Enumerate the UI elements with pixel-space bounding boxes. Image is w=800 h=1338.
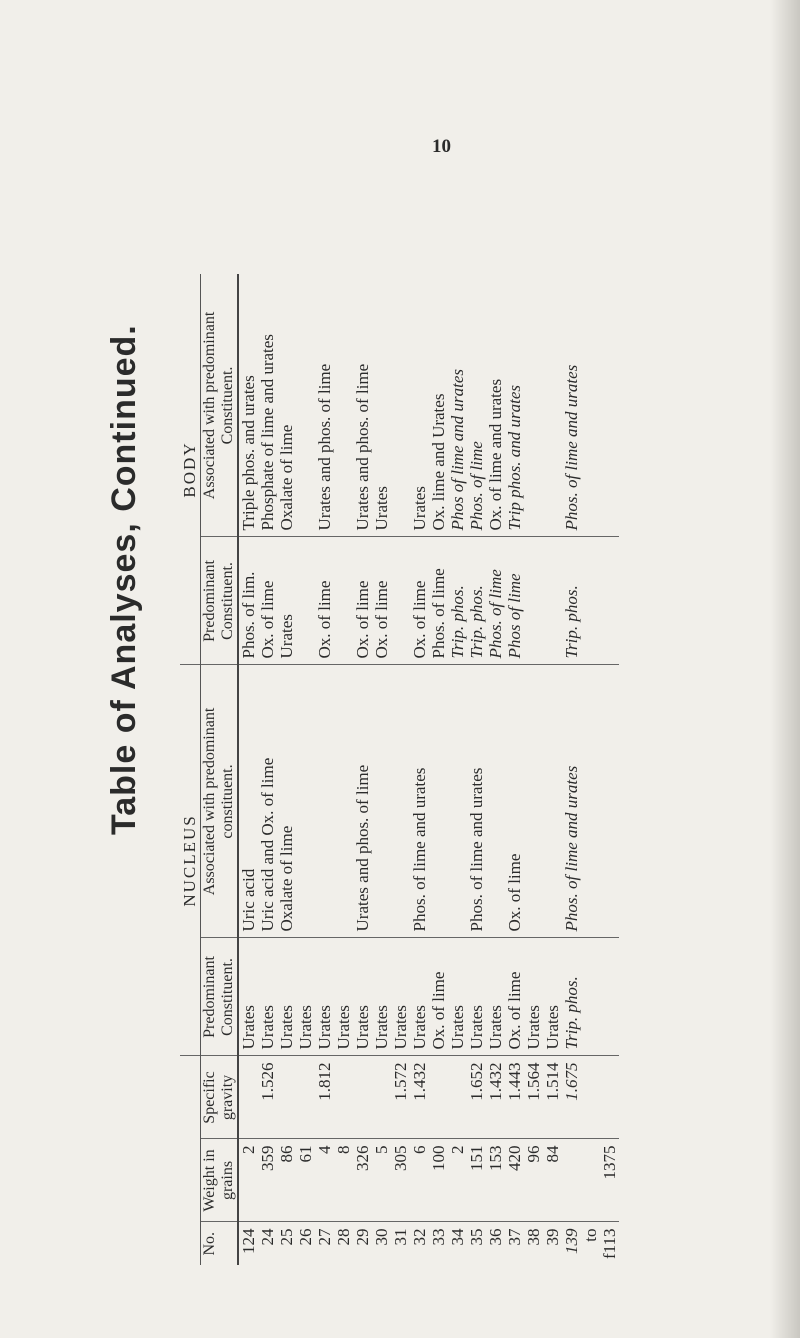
row-gravity (334, 1056, 353, 1139)
row-number: 33 (429, 1228, 448, 1246)
header-sub-row (201, 274, 239, 1265)
table-row (296, 274, 315, 1265)
row-body-associated (296, 274, 315, 537)
row-body-predominant: Ox. of lime (258, 537, 277, 665)
nucleus-header: NUCLEUS (180, 665, 201, 1056)
row-gravity: 1.514 (543, 1056, 562, 1139)
row-nucleus-associated: Ox. of lime (505, 665, 524, 938)
row-gravity: 1.432 (410, 1056, 429, 1139)
table-row (258, 274, 277, 1265)
row-nucleus-predominant (600, 938, 619, 1056)
row-weight: 61 (296, 1139, 315, 1222)
row-nucleus-predominant: Urates (258, 938, 277, 1056)
row-weight: 359 (258, 1139, 277, 1222)
row-gravity (296, 1056, 315, 1139)
row-weight: 96 (524, 1139, 543, 1222)
analysis-table (180, 274, 619, 1265)
row-weight: 153 (486, 1139, 505, 1222)
table-row (238, 274, 258, 1265)
row-nucleus-associated (486, 665, 505, 938)
row-gravity: 1.564 (524, 1056, 543, 1139)
row-weight: 1375 (600, 1139, 619, 1222)
row-weight: 420 (505, 1139, 524, 1222)
row-gravity: 1.572 (391, 1056, 410, 1139)
row-gravity (353, 1056, 372, 1139)
row-number: f113 (600, 1228, 619, 1259)
row-gravity (372, 1056, 391, 1139)
row-number: 39 (543, 1228, 562, 1246)
row-nucleus-predominant: Urates (372, 938, 391, 1056)
row-gravity (448, 1056, 467, 1139)
row-gravity (277, 1056, 296, 1139)
row-body-predominant: Ox. of lime (372, 537, 391, 665)
nucleus-associated-header: Associated with predominant constituent. (201, 665, 239, 938)
row-body-associated (524, 274, 543, 537)
row-body-associated (581, 274, 600, 537)
row-number: 28 (334, 1228, 353, 1246)
row-nucleus-predominant (581, 938, 600, 1056)
row-nucleus-associated (372, 665, 391, 938)
row-number: 27 (315, 1228, 334, 1246)
row-nucleus-predominant: Urates (467, 938, 486, 1056)
table-row (429, 274, 448, 1265)
row-number: to (581, 1228, 600, 1242)
row-body-associated: Trip phos. and urates (505, 274, 524, 537)
row-body-associated: Phos. of lime and urates (562, 274, 581, 537)
row-gravity (429, 1056, 448, 1139)
row-nucleus-predominant: Urates (353, 938, 372, 1056)
row-body-associated: Phos. of lime (467, 274, 486, 537)
row-body-predominant (334, 537, 353, 665)
row-weight: 84 (543, 1139, 562, 1222)
row-number: 35 (467, 1228, 486, 1246)
row-nucleus-associated (334, 665, 353, 938)
row-gravity: 1.432 (486, 1056, 505, 1139)
row-body-predominant (296, 537, 315, 665)
row-body-associated: Phosphate of lime and urates (258, 274, 277, 537)
row-weight: 151 (467, 1139, 486, 1222)
row-number: 25 (277, 1228, 296, 1246)
row-body-associated (391, 274, 410, 537)
row-body-associated: Urates (410, 274, 429, 537)
row-nucleus-associated: Uric acid (238, 665, 258, 938)
row-body-associated (543, 274, 562, 537)
row-weight (581, 1139, 600, 1222)
row-nucleus-associated: Oxalate of lime (277, 665, 296, 938)
row-gravity: 1.652 (467, 1056, 486, 1139)
table-row (353, 274, 372, 1265)
row-body-predominant: Trip. phos. (448, 537, 467, 665)
row-nucleus-associated (600, 665, 619, 938)
page-edge (770, 0, 800, 1338)
row-nucleus-associated (429, 665, 448, 938)
row-nucleus-associated (391, 665, 410, 938)
row-body-associated: Phos of lime and urates (448, 274, 467, 537)
row-weight: 326 (353, 1139, 372, 1222)
row-gravity (581, 1056, 600, 1139)
row-number: 29 (353, 1228, 372, 1246)
row-weight: 6 (410, 1139, 429, 1222)
row-number: 24 (258, 1228, 277, 1246)
table-row (372, 274, 391, 1265)
row-nucleus-predominant: Ox. of lime (429, 938, 448, 1056)
row-body-associated: Ox. lime and Urates (429, 274, 448, 537)
body-header: BODY (180, 274, 201, 665)
row-nucleus-predominant: Urates (296, 938, 315, 1056)
row-body-associated (600, 274, 619, 537)
body-predominant-header: Predominant Constituent. (201, 537, 239, 665)
table-row (524, 274, 543, 1265)
table-row (581, 274, 600, 1265)
row-gravity: 1.812 (315, 1056, 334, 1139)
row-weight: 100 (429, 1139, 448, 1222)
row-weight (562, 1139, 581, 1222)
row-weight: 8 (334, 1139, 353, 1222)
table-row (410, 274, 429, 1265)
row-nucleus-predominant: Urates (486, 938, 505, 1056)
row-nucleus-associated (524, 665, 543, 938)
table-row (505, 274, 524, 1265)
row-body-predominant: Phos of lime (505, 537, 524, 665)
weight-header: Weight in grains (201, 1139, 239, 1222)
row-weight: 86 (277, 1139, 296, 1222)
row-body-predominant: Phos. of lime (486, 537, 505, 665)
rotated-page-content (105, 65, 725, 1265)
analysis-rows (238, 274, 619, 1265)
row-body-predominant: Ox. of lime (315, 537, 334, 665)
row-nucleus-associated: Phos. of lime and urates (562, 665, 581, 938)
row-nucleus-associated: Uric acid and Ox. of lime (258, 665, 277, 938)
row-nucleus-associated: Phos. of lime and urates (467, 665, 486, 938)
row-body-predominant: Trip. phos. (562, 537, 581, 665)
row-number: 26 (296, 1228, 315, 1246)
table-row (562, 274, 581, 1265)
row-nucleus-associated (543, 665, 562, 938)
row-number: 30 (372, 1228, 391, 1246)
table-row (277, 274, 296, 1265)
row-body-predominant (543, 537, 562, 665)
row-nucleus-predominant: Urates (448, 938, 467, 1056)
row-gravity (238, 1056, 258, 1139)
row-body-associated: Urates (372, 274, 391, 537)
header-spacer (180, 1222, 201, 1265)
page-title: Table of Analyses, Continued. (105, 324, 143, 835)
row-nucleus-predominant: Urates (238, 938, 258, 1056)
row-weight: 5 (372, 1139, 391, 1222)
row-nucleus-predominant: Urates (391, 938, 410, 1056)
row-body-predominant: Ox. of lime (353, 537, 372, 665)
row-weight: 2 (238, 1139, 258, 1222)
row-body-associated: Oxalate of lime (277, 274, 296, 537)
row-body-predominant (600, 537, 619, 665)
table-row (391, 274, 410, 1265)
row-gravity (600, 1056, 619, 1139)
row-gravity: 1.443 (505, 1056, 524, 1139)
row-number: 34 (448, 1228, 467, 1246)
row-nucleus-predominant: Urates (543, 938, 562, 1056)
row-nucleus-predominant: Urates (277, 938, 296, 1056)
row-body-associated: Urates and phos. of lime (353, 274, 372, 537)
row-nucleus-associated: Urates and phos. of lime (353, 665, 372, 938)
row-number: 139 (562, 1228, 581, 1254)
row-body-associated (334, 274, 353, 537)
table-row (315, 274, 334, 1265)
row-gravity: 1.526 (258, 1056, 277, 1139)
row-nucleus-predominant: Urates (524, 938, 543, 1056)
row-number: 37 (505, 1228, 524, 1246)
table-row (334, 274, 353, 1265)
row-nucleus-predominant: Urates (410, 938, 429, 1056)
row-nucleus-associated (296, 665, 315, 938)
row-nucleus-predominant: Urates (334, 938, 353, 1056)
row-body-associated: Ox. of lime and urates (486, 274, 505, 537)
row-body-associated: Urates and phos. of lime (315, 274, 334, 537)
row-number: 36 (486, 1228, 505, 1246)
row-nucleus-associated (315, 665, 334, 938)
row-weight: 2 (448, 1139, 467, 1222)
row-number: 32 (410, 1228, 429, 1246)
row-nucleus-predominant: Trip. phos. (562, 938, 581, 1056)
row-number: 124 (239, 1228, 258, 1254)
body-associated-header: Associated with predominant Constituent. (201, 274, 239, 537)
row-nucleus-associated: Phos. of lime and urates (410, 665, 429, 938)
row-weight: 4 (315, 1139, 334, 1222)
header-spacer (180, 1139, 201, 1222)
row-nucleus-associated (581, 665, 600, 938)
row-body-predominant: Phos. of lime (429, 537, 448, 665)
row-body-predominant: Trip. phos. (467, 537, 486, 665)
row-nucleus-predominant: Ox. of lime (505, 938, 524, 1056)
nucleus-predominant-header: Predominant Constituent. (201, 938, 239, 1056)
row-weight: 305 (391, 1139, 410, 1222)
table-row (600, 274, 619, 1265)
row-body-predominant: Ox. of lime (410, 537, 429, 665)
row-body-predominant (524, 537, 543, 665)
table-row (486, 274, 505, 1265)
row-body-predominant: Phos. of lim. (238, 537, 258, 665)
row-number: 38 (524, 1228, 543, 1246)
header-spacer (180, 1056, 201, 1139)
page-number: 10 (432, 136, 451, 157)
table-row (467, 274, 486, 1265)
row-body-associated: Triple phos. and urates (238, 274, 258, 537)
row-body-predominant (581, 537, 600, 665)
gravity-header: Specific gravity (201, 1056, 239, 1139)
row-nucleus-associated (448, 665, 467, 938)
row-body-predominant: Urates (277, 537, 296, 665)
header-group-row (180, 274, 201, 1265)
table-row (543, 274, 562, 1265)
row-nucleus-predominant: Urates (315, 938, 334, 1056)
row-body-predominant (391, 537, 410, 665)
row-number: 31 (391, 1228, 410, 1246)
table-row (448, 274, 467, 1265)
row-gravity: 1.675 (562, 1056, 581, 1139)
no-header: No. (201, 1222, 239, 1265)
